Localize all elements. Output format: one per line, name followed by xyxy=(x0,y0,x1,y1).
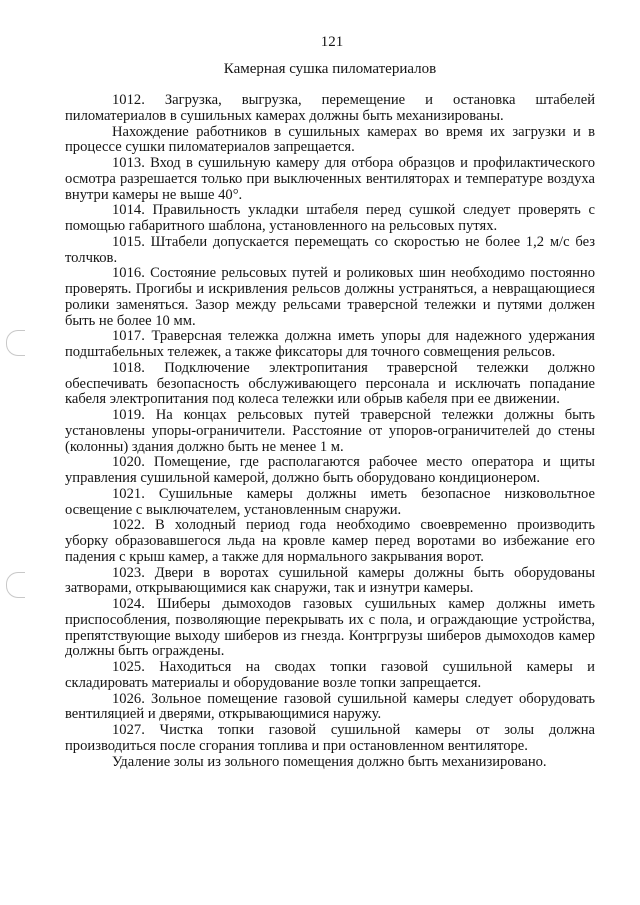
paragraph-1019: 1019. На концах рельсовых путей траверсной тележки должны быть установлены упоры-ограничители. Расстояние от упоров-ограничителей до стены (колонны) здания должно быть не менее 1 м. xyxy=(65,407,595,455)
paragraph-1025: 1025. Находиться на сводах топки газовой сушильной камеры и складировать материалы и оборудование возле топки запрещается. xyxy=(65,659,595,691)
paragraph-1016: 1016. Состояние рельсовых путей и роликовых шин необходимо постоянно проверять. Прогибы и искривления рельсов должны устраняться, а невращающиеся ролики заменяться. Зазор между рельсами траверсной тележки и путями должен быть не более 10 мм. xyxy=(65,265,595,329)
document-body xyxy=(65,93,595,770)
paragraph-1020: 1020. Помещение, где располагаются рабочее место оператора и щиты управления сушильной камерой, должно быть оборудовано кондиционером. xyxy=(65,454,595,486)
paragraph-1018: 1018. Подключение электропитания траверсной тележки должно обеспечивать безопасность обслуживающего персонала и исключать попадание кабеля электропитания под колеса тележки или обрыв кабеля при ее движении. xyxy=(65,359,595,408)
paragraph-1027-note: Удаление золы из зольного помещения должно быть механизировано. xyxy=(112,753,547,770)
paragraph-1012-note: Нахождение работников в сушильных камерах во время их загрузки и в процессе сушки пиломатериалов запрещается. xyxy=(65,123,595,156)
section-heading: Камерная сушка пиломатериалов xyxy=(223,61,437,77)
paragraph-1023: 1023. Двери в воротах сушильной камеры должны быть оборудованы затворами, открывающимися как снаружи, так и изнутри камеры. xyxy=(65,564,595,597)
paragraph-1026: 1026. Зольное помещение газовой сушильной камеры следует оборудовать вентиляцией и дверями, открывающимися наружу. xyxy=(65,690,595,723)
paragraph-1014: 1014. Правильность укладки штабеля перед сушкой следует проверять с помощью габаритного шаблона, установленного на рельсовых путях. xyxy=(65,202,595,234)
paragraph-1027: 1027. Чистка топки газовой сушильной камеры от золы должна производиться после сгорания топлива и при остановленном вентиляторе. xyxy=(65,722,595,754)
paragraph-1012: 1012. Загрузка, выгрузка, перемещение и остановка штабелей пиломатериалов в сушильных камерах должны быть механизированы. xyxy=(65,92,595,124)
paragraph-1022: 1022. В холодный период года необходимо своевременно производить уборку образовавшегося льда на кровле камер перед воротами во избежание его падения с крыш камер, а также для нормального закрывания ворот. xyxy=(65,517,595,565)
paragraph-1024: 1024. Шиберы дымоходов газовых сушильных камер должны иметь приспособления, позволяющие перекрывать их с пола, и ограждающие устройства, препятствующие выходу шиберов из гнезда. Контргрузы шиберов дымоходов камер должны быть ограждены. xyxy=(65,596,595,660)
paragraph-1015: 1015. Штабели допускается перемещать со скоростью не более 1,2 м/с без толчков. xyxy=(65,233,595,266)
binding-hole-mark xyxy=(6,330,25,356)
binding-hole-mark xyxy=(6,572,25,598)
paragraph-1013: 1013. Вход в сушильную камеру для отбора образцов и профилактического осмотра разрешается только при выключенных вентиляторах и температуре воздуха внутри камеры не выше 40°. xyxy=(65,155,595,203)
paragraph-1021: 1021. Сушильные камеры должны иметь безопасное низковольтное освещение с выключателем, установленным снаружи. xyxy=(65,485,595,518)
paragraph-1017: 1017. Траверсная тележка должна иметь упоры для надежного удержания подштабельных тележек, а также фиксаторы для точного совмещения рельсов. xyxy=(65,328,595,360)
page-number: 121 xyxy=(320,34,344,50)
